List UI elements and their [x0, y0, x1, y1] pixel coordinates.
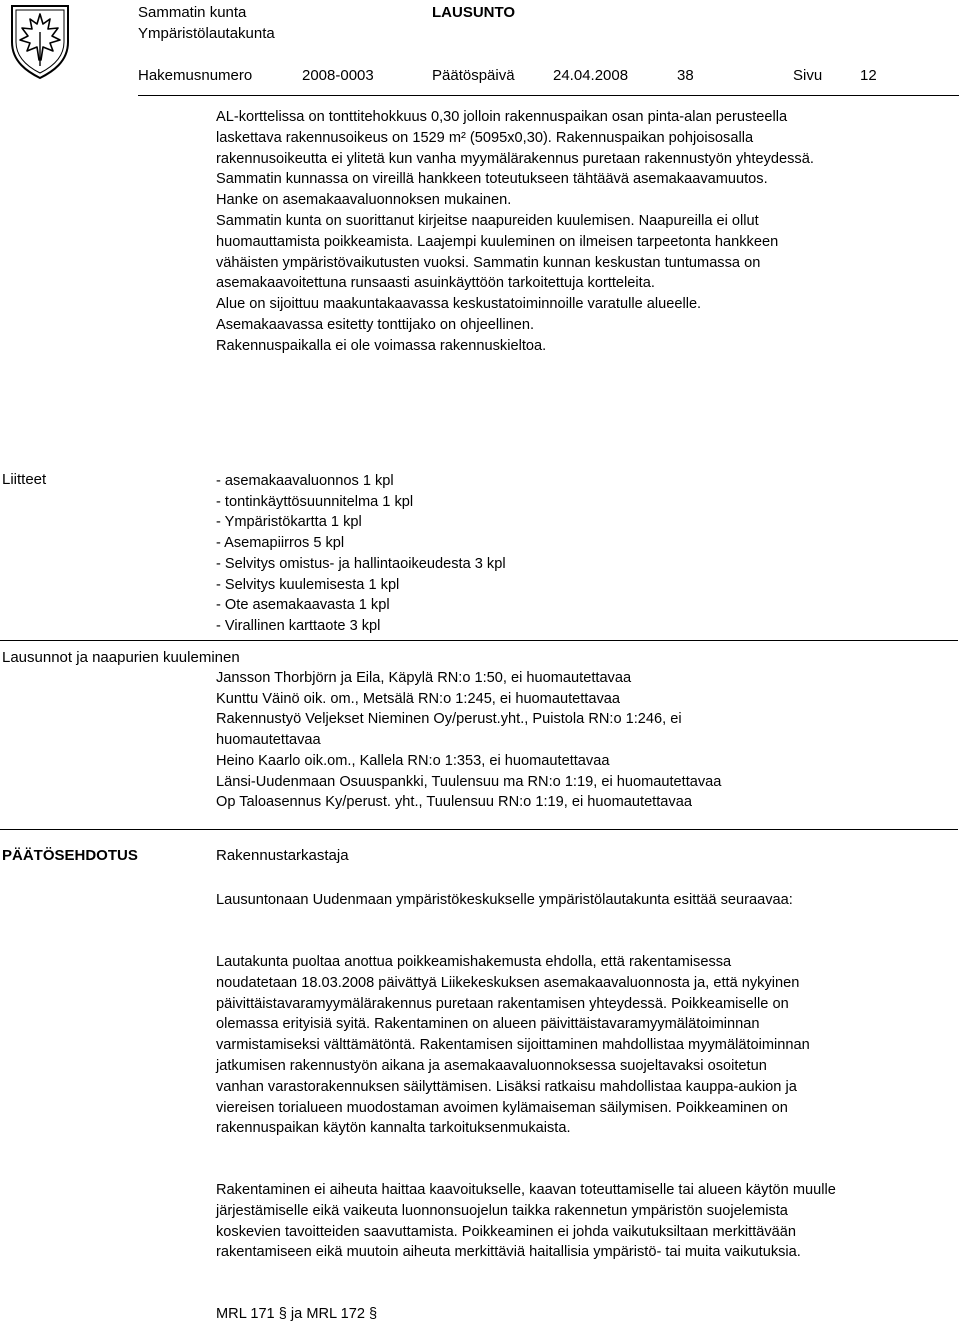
attachment-item: - Ote asemakaavasta 1 kpl [216, 597, 390, 614]
document-type: LAUSUNTO [432, 4, 516, 21]
attachment-item: - tontinkäyttösuunnitelma 1 kpl [216, 493, 414, 510]
intro-paragraph: Sammatin kunta on suorittanut kirjeitse naapureiden kuulemisen. Naapureilla ei ollut huomauttamista poikkeamista. Laajempi kuuleminen on ilmeisen tarpeetonta hankkeen vähäisten ympäristövaikutusten vuoksi. Sammatin kunnan keskustan tuntumassa on asemakaavoitettuna runsaasti asuinkäyttöön tarkoitettuja kortteleita. [216, 212, 779, 292]
statement-line: Heino Kaarlo oik.om., Kallela RN:o 1:353, ei huomautettavaa [216, 752, 610, 769]
intro-paragraph: Sammatin kunnassa on vireillä hankkeen toteutukseen tähtäävä asemakaavamuutos. [216, 171, 768, 188]
header-divider [138, 95, 959, 96]
attachments-list [216, 471, 506, 637]
application-number-label: Hakemusnumero [138, 67, 253, 84]
attachment-item: - Virallinen karttaote 3 kpl [216, 617, 381, 634]
decision-proposal-label: PÄÄTÖSEHDOTUS [2, 847, 138, 864]
attachment-item: - Ympäristökartta 1 kpl [216, 514, 362, 531]
org-name: Sammatin kunta [138, 4, 247, 21]
statements-list [216, 668, 721, 813]
org-committee: Ympäristölautakunta [138, 25, 275, 42]
decision-date-label: Päätöspäivä [432, 67, 515, 84]
page-number: 12 [860, 67, 877, 84]
municipality-crest-logo [8, 2, 72, 80]
proposal-paragraph: Lausuntonaan Uudenmaan ympäristökeskukselle ympäristölautakunta esittää seuraavaa: [216, 892, 793, 908]
attachment-item: - asemakaavaluonnos 1 kpl [216, 473, 394, 489]
proposal-paragraph: Rakentaminen ei aiheuta haittaa kaavoitukselle, kaavan toteuttamiselle tai alueen käytön muulle järjestämiselle eikä vaikeuta luonnonsuojelun taikka rakennetun ympäristön suojelemista koskevien tavoitteiden saavuttamista. Poikkeaminen ei johda vaikutuksiltaan merkittävään rakentamiseen eikä muutoin aiheuta merkittäviä haitallisia ympäristö- tai muita vaikutuksia. [216, 1182, 836, 1261]
statement-line: Op Taloasennus Ky/perust. yht., Tuulensuu RN:o 1:19, ei huomautettavaa [216, 794, 692, 811]
statements-label: Lausunnot ja naapurien kuuleminen [2, 649, 240, 666]
intro-text [216, 107, 816, 357]
statement-line: Länsi-Uudenmaan Osuuspankki, Tuulensuu ma RN:o 1:19, ei huomautettavaa [216, 773, 722, 790]
attachment-item: - Selvitys omistus- ja hallintaoikeudesta 3 kpl [216, 555, 506, 572]
application-number-value: 2008-0003 [302, 67, 374, 84]
attachment-item: - Selvitys kuulemisesta 1 kpl [216, 576, 400, 593]
statement-line: huomautettavaa [216, 732, 321, 749]
decision-date-value: 24.04.2008 [553, 67, 629, 84]
section-divider [0, 829, 958, 830]
intro-paragraph: Rakennuspaikalla ei ole voimassa rakennuskieltoa. [216, 337, 547, 354]
intro-paragraph: AL-korttelissa on tonttitehokkuus 0,30 jolloin rakennuspaikan osan pinta-alan perusteella laskettava rakennusoikeus on 1529 m² (5095x0,30). Rakennuspaikan pohjoisosalla rakennusoikeutta ei ylitetä kun vanha myymälärakennus puretaan rakennustyön yhteydessä. [216, 109, 814, 167]
statement-line: Rakennustyö Veljekset Nieminen Oy/perust.yht., Puistola RN:o 1:246, ei [216, 711, 682, 728]
attachment-item: - Asemapiirros 5 kpl [216, 535, 345, 552]
page-label: Sivu [793, 67, 823, 84]
intro-paragraph: Hanke on asemakaavaluonnoksen mukainen. [216, 192, 512, 209]
attachments-label: Liitteet [2, 471, 47, 488]
legal-reference: MRL 171 § ja MRL 172 § [216, 1306, 378, 1322]
intro-paragraph: Alue on sijoittuu maakuntakaavassa keskustatoiminnoille varatulle alueelle. [216, 296, 702, 313]
section-number: 38 [677, 67, 694, 84]
presenter: Rakennustarkastaja [216, 847, 349, 864]
statement-line: Kunttu Väinö oik. om., Metsälä RN:o 1:245, ei huomautettavaa [216, 690, 620, 707]
proposal-paragraph: Lautakunta puoltaa anottua poikkeamishakemusta ehdolla, että rakentamisessa noudatetaan 18.03.2008 päivättyä Liikekeskuksen asemakaavaluonnosta ja, että nykyinen päivittäistavaramyymälärakennus puretaan rakentamisen yhteydessä. Poikkeamiselle on olemassa erityisiä syitä. Rakentaminen on alueen päivittäistavaramyymälätoiminnan varmistamiseksi välttämätöntä. Rakentamisen sijoittaminen mahdollistaa myymälätoiminnan jatkumisen rakennustyön aikana ja asemakaavaluonnoksessa suojeltavaksi osoitetun vanhan varastorakennuksen säilyttämisen. Lisäksi ratkaisu mahdollistaa kauppa-aukion ja viereisen torialueen muodostaman avoimen kylämaiseman säilymisen. Poikkeaminen on rakennuspaikan käytön kannalta tarkoituksenmukaista. [216, 954, 810, 1137]
statement-line: Jansson Thorbjörn ja Eila, Käpylä RN:o 1:50, ei huomautettavaa [216, 670, 632, 686]
intro-paragraph: Asemakaavassa esitetty tonttijako on ohjeellinen. [216, 316, 535, 333]
section-divider [0, 640, 958, 641]
